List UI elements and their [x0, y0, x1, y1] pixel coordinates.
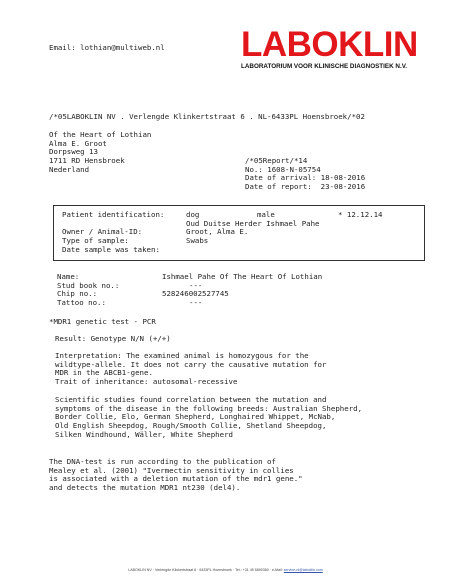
chip-label: Chip no.:	[57, 289, 98, 299]
recipient-line: Dorpsweg 13	[49, 147, 98, 157]
animal-name-label: Name:	[57, 272, 80, 281]
laboklin-logo	[241, 27, 431, 71]
studies-line: Border Collie, Elo, German Shepherd, Longhaired Whippet, McNab,	[55, 412, 336, 422]
interpretation-line: MDR in the ABCB1-gene.	[55, 368, 153, 378]
recipient-block	[49, 131, 151, 175]
recipient-line: Of the Heart of Lothian	[49, 130, 152, 139]
method-line: is associated with a deletion mutation of the mdr1 gene."	[49, 474, 303, 484]
date-of-arrival: Date of arrival: 18-08-2016	[245, 173, 366, 183]
sample-date-label: Date sample was taken:	[62, 244, 160, 254]
footer-email-link[interactable]: service-nl@laboklin.com	[283, 568, 323, 572]
sample-type: Swabs	[186, 236, 209, 246]
animal-name: Ishmael Pahe Of The Heart Of Lothian	[162, 272, 323, 281]
interpretation-line: Trait of inheritance: autosomal-recessive	[55, 377, 238, 387]
studies-line: Scientific studies found correlation between the mutation and	[55, 395, 327, 404]
stud-book-label: Stud book no.:	[57, 280, 120, 290]
report-info	[245, 157, 365, 192]
patient-species: dog	[186, 210, 200, 219]
report-title: /*05Report/*14	[245, 156, 308, 165]
logo-subtitle: LABORATORIUM VOOR KLINISCHE DIAGNOSTIEK N.V.	[241, 63, 408, 70]
report-number: No.: 1608-N-05754	[245, 164, 321, 174]
recipient-line: Nederland	[49, 164, 90, 174]
patient-sex: male	[257, 210, 275, 219]
test-result: Result: Genotype N/N (+/+)	[55, 334, 171, 343]
test-title: *MDR1 genetic test - PCR	[49, 317, 156, 326]
email-line: Email: lothian@multiweb.nl	[49, 43, 165, 52]
patient-id-label: Patient identification:	[62, 210, 165, 219]
studies-line: symptoms of the disease in the following breeds: Australian Shepherd,	[55, 403, 363, 413]
recipient-line: 1711 RD Hensbroek	[49, 156, 125, 166]
studies-line: Silken Windhound, Wäller, White Shepherd	[55, 429, 233, 439]
date-of-report: Date of report: 23-08-2016	[245, 182, 366, 192]
logo-wordmark: LABOKLIN	[241, 25, 418, 64]
interpretation-line: wildtype-allele. It does not carry the causative mutation for	[55, 359, 327, 369]
method-block	[49, 458, 303, 493]
studies-line: Old English Sheepdog, Rough/Smooth Collie, Shetland Sheepdog,	[55, 421, 327, 431]
chip-number: 528246002527745	[162, 289, 229, 299]
patient-birth-date: * 12.12.14	[338, 210, 383, 219]
owner-name: Groot, Alma E.	[186, 227, 249, 237]
interpretation-block	[55, 352, 326, 387]
stud-book-value: ---	[189, 280, 203, 290]
studies-block	[55, 396, 362, 440]
sender-address-line: /*05LABOKLIN NV . Verlengde Klinkertstraat 6 . NL-6433PL Hoensbroek/*02	[49, 112, 365, 121]
sample-type-label: Type of sample:	[62, 236, 129, 246]
tattoo-label: Tattoo no.:	[57, 298, 106, 308]
interpretation-line: Interpretation: The examined animal is homozygous for the	[55, 351, 309, 360]
method-line: The DNA-test is run according to the publication of	[49, 457, 276, 466]
page-footer	[0, 568, 451, 572]
footer-address: LABOKLIN NV · Verlengde Klinkertstraat 6 · 6433PL Hoensbroek · Tel.: +31 45 5890360 · e-Mail:	[128, 568, 284, 572]
patient-breed: Oud Duitse Herder Ishmael Pahe	[186, 218, 320, 228]
method-line: and detects the mutation MDR1 nt230 (del4).	[49, 483, 241, 493]
tattoo-value: ---	[189, 298, 203, 308]
method-line: Mealey et al. (2001) "Ivermectin sensitivity in collies	[49, 465, 294, 475]
owner-label: Owner / Animal-ID:	[62, 227, 143, 237]
recipient-line: Alma E. Groot	[49, 138, 107, 148]
